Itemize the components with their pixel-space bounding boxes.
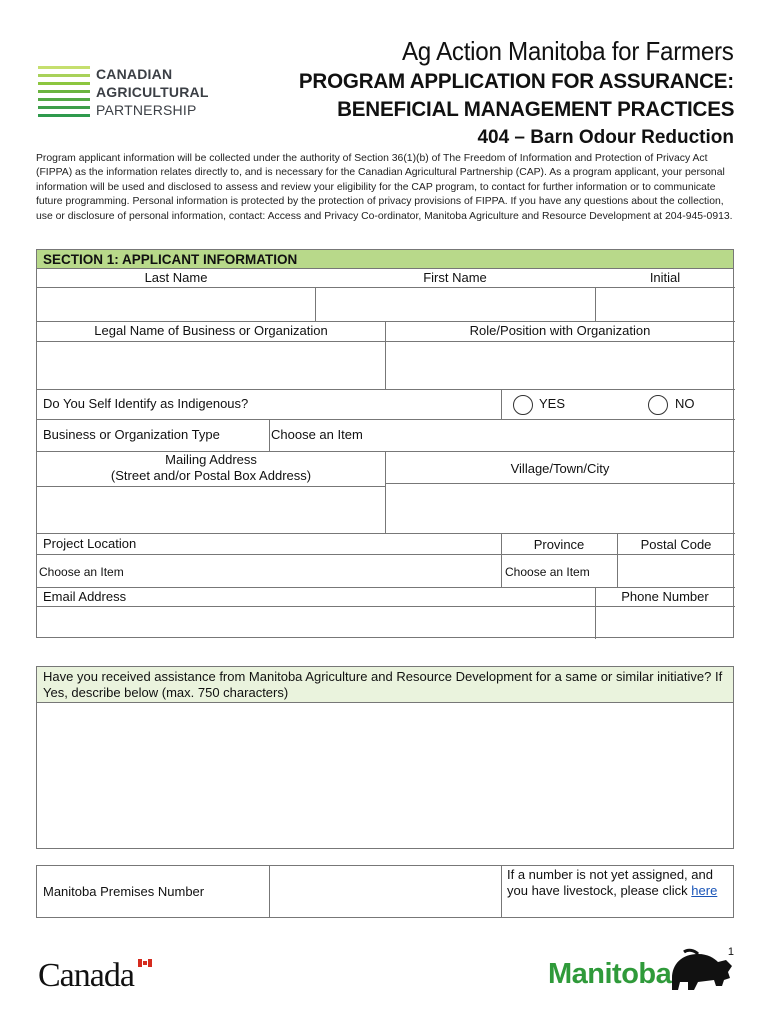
no-label: NO <box>675 396 695 411</box>
village-label: Village/Town/City <box>510 461 610 476</box>
mailing-address-line-1: Mailing Address <box>165 452 257 467</box>
assistance-question: Have you received assistance from Manitoba Agriculture and Resource Development for a same or similar initiative? If Yes, describe below (max. 750 characters) <box>37 667 733 703</box>
page-number: 1 <box>727 946 734 958</box>
premises-here-link[interactable]: here <box>691 883 718 898</box>
flag-icon <box>138 959 152 967</box>
assistance-textarea[interactable] <box>37 704 733 848</box>
mailing-address-input[interactable] <box>38 487 384 533</box>
premises-section <box>36 865 734 918</box>
section-applicant-info <box>36 249 734 638</box>
last-name-input[interactable] <box>38 288 314 320</box>
project-location-label: Project Location <box>43 536 137 551</box>
logo-line-2: AGRICULTURAL <box>96 84 209 100</box>
role-input[interactable] <box>386 342 734 388</box>
project-location-select[interactable]: Choose an Item <box>39 565 124 579</box>
page-subtitle-2: BENEFICIAL MANAGEMENT PRACTICES <box>336 98 734 121</box>
canada-wordmark <box>38 956 156 996</box>
logo-line-3: PARTNERSHIP <box>96 102 197 118</box>
manitoba-wordmark: Manitoba <box>548 958 672 990</box>
phone-label: Phone Number <box>621 589 709 604</box>
indigenous-no-radio[interactable] <box>648 395 668 415</box>
province-label: Province <box>533 537 585 552</box>
province-select[interactable]: Choose an Item <box>505 565 590 579</box>
mailing-address-line-2: (Street and/or Postal Box Address) <box>110 468 312 483</box>
first-name-label: First Name <box>423 270 487 285</box>
page-title: Ag Action Manitoba for Farmers <box>402 36 734 66</box>
mailing-address-label <box>37 452 385 484</box>
assistance-section <box>36 666 734 849</box>
business-type-label: Business or Organization Type <box>43 427 220 442</box>
privacy-notice: Program applicant information will be collected under the authority of Section 36(1)(b) of The Freedom of Information and Protection of Privacy Act (FIPPA) as the information relates directly to, and is necessary for the Canadian Agricultural Partnership (CAP). As a program applicant, your personal information will be used and disclosed to assess and review your eligibility for the CAP program, to contact for further information or to communicate future programming. Personal information is protected by the protection of privacy provisions of FIPPA. If you have any questions about the collection, use or disclosure of personal information, contact: Access and Privacy Co-ordinator, Manitoba Agriculture and Resource Development at 204-945-0913. <box>36 153 733 222</box>
email-input[interactable] <box>38 607 594 637</box>
manitoba-logo <box>548 946 734 1002</box>
village-input[interactable] <box>386 484 734 533</box>
bison-icon <box>668 948 734 992</box>
initial-input[interactable] <box>596 288 734 320</box>
postal-code-input[interactable] <box>618 555 734 587</box>
yes-label: YES <box>539 396 566 411</box>
premises-note-text: If a number is not yet assigned, and you have livestock, please click <box>507 867 713 898</box>
program-code: 404 – Barn Odour Reduction <box>477 127 734 148</box>
page-subtitle-1: PROGRAM APPLICATION FOR ASSURANCE: <box>298 70 734 93</box>
premises-number-input[interactable] <box>270 866 500 917</box>
email-label: Email Address <box>43 589 127 604</box>
indigenous-yes-radio[interactable] <box>513 395 533 415</box>
last-name-label: Last Name <box>144 270 208 285</box>
cap-logo <box>38 62 209 124</box>
role-label: Role/Position with Organization <box>469 323 651 338</box>
first-name-input[interactable] <box>316 288 594 320</box>
initial-label: Initial <box>649 270 681 285</box>
postal-code-label: Postal Code <box>640 537 712 552</box>
premises-note <box>507 867 729 899</box>
legal-name-label: Legal Name of Business or Organization <box>94 323 328 338</box>
premises-label: Manitoba Premises Number <box>43 884 205 899</box>
indigenous-question: Do You Self Identify as Indigenous? <box>43 396 249 411</box>
canada-wordmark-text: Canada <box>38 957 134 994</box>
business-type-select[interactable]: Choose an Item <box>271 427 363 442</box>
logo-line-1: CANADIAN <box>96 66 173 82</box>
legal-name-input[interactable] <box>38 342 384 388</box>
section-heading: SECTION 1: APPLICANT INFORMATION <box>37 250 733 269</box>
phone-input[interactable] <box>596 607 734 637</box>
